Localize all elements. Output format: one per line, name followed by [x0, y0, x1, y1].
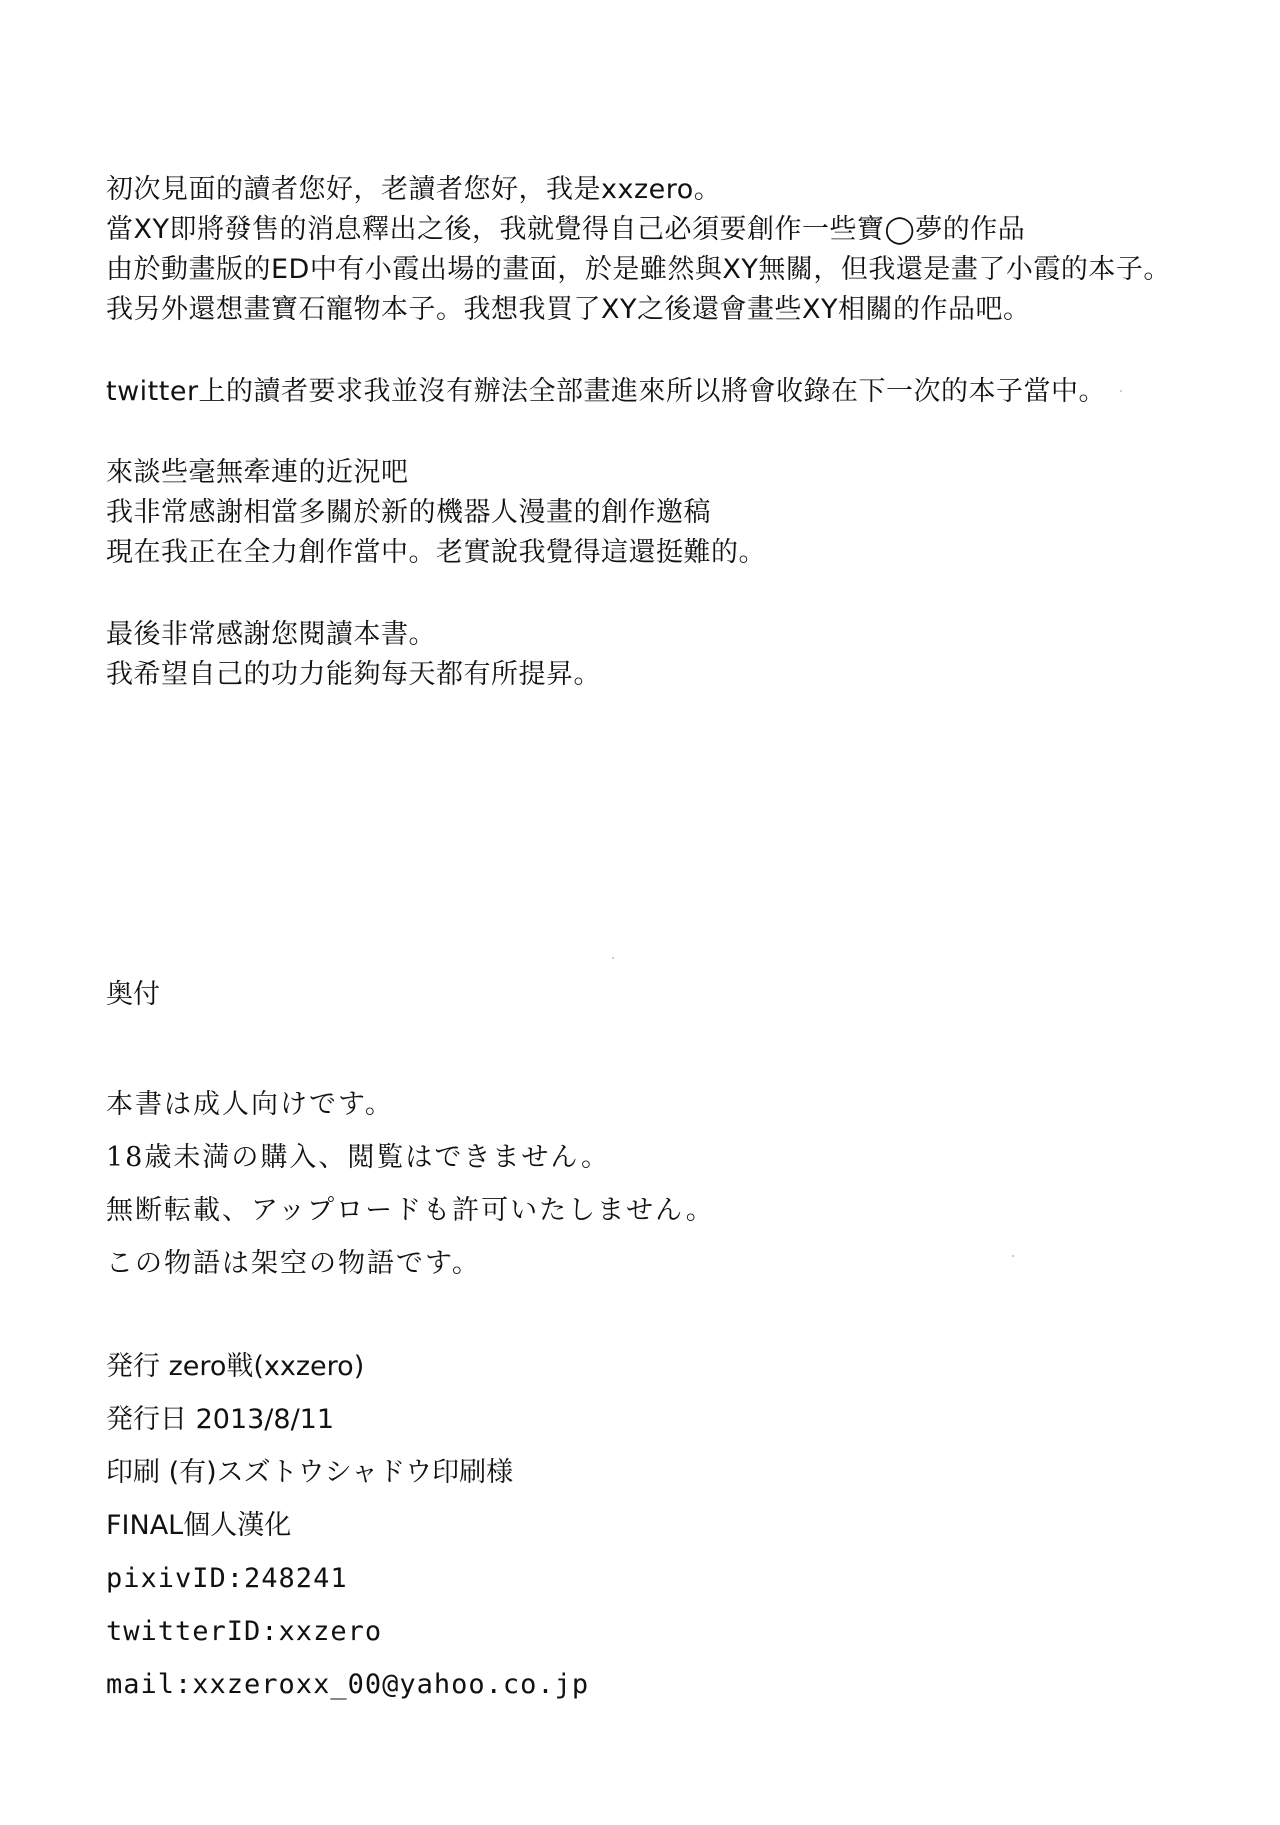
colophon-heading: 奥付 — [106, 979, 160, 1010]
notice-line: 無断転載、アップロードも許可いたしません。 — [106, 1195, 715, 1226]
afterword-line: 最後非常感謝您閱讀本書。 — [106, 619, 436, 650]
notice-line: この物語は架空の物語です。 — [106, 1248, 481, 1279]
twitter-id: twitterID:xxzero — [106, 1616, 383, 1647]
afterword-line: twitter上的讀者要求我並沒有辦法全部畫進來所以將會收錄在下一次的本子當中。 — [106, 376, 1107, 407]
translation-credit: FINAL個人漢化 — [106, 1510, 292, 1541]
afterword-line: 當XY即將發售的消息釋出之後，我就覺得自己必須要創作一些寶◯夢的作品 — [106, 214, 1026, 245]
afterword-line: 初次見面的讀者您好，老讀者您好，我是xxzero。 — [106, 174, 722, 205]
publish-date: 発行日 2013/8/11 — [106, 1404, 335, 1435]
publisher: 発行 zero戦(xxzero) — [106, 1351, 365, 1382]
mail-address: mail:xxzeroxx_00@yahoo.co.jp — [106, 1669, 590, 1700]
afterword-line: 由於動畫版的ED中有小霞出場的畫面，於是雖然與XY無關，但我還是畫了小霞的本子。 — [106, 254, 1171, 285]
afterword-recent-news — [106, 453, 766, 573]
notice-line: 18歳未満の購入、閲覧はできません。 — [106, 1142, 610, 1173]
afterword-line: 我非常感謝相當多關於新的機器人漫畫的創作邀稿 — [106, 497, 711, 528]
notice-line: 本書は成人向けです。 — [106, 1089, 394, 1120]
afterword-line: 來談些毫無牽連的近況吧 — [106, 457, 409, 488]
scan-speck — [612, 957, 614, 959]
pixiv-id: pixivID:248241 — [106, 1563, 348, 1594]
afterword-twitter-note — [106, 372, 1106, 412]
afterword-closing — [106, 615, 601, 695]
printer: 印刷 (有)スズトウシャドウ印刷様 — [106, 1457, 514, 1488]
colophon — [106, 1340, 589, 1711]
afterword-line: 我希望自己的功力能夠每天都有所提昇。 — [106, 659, 601, 690]
adult-notice — [106, 1078, 715, 1290]
afterword-line: 現在我正在全力創作當中。老實說我覺得這還挺難的。 — [106, 537, 766, 568]
afterword — [106, 170, 1171, 330]
scan-speck — [1120, 390, 1122, 392]
scan-speck — [1012, 1255, 1014, 1257]
afterword-line: 我另外還想畫寶石寵物本子。我想我買了XY之後還會畫些XY相關的作品吧。 — [106, 294, 1031, 325]
